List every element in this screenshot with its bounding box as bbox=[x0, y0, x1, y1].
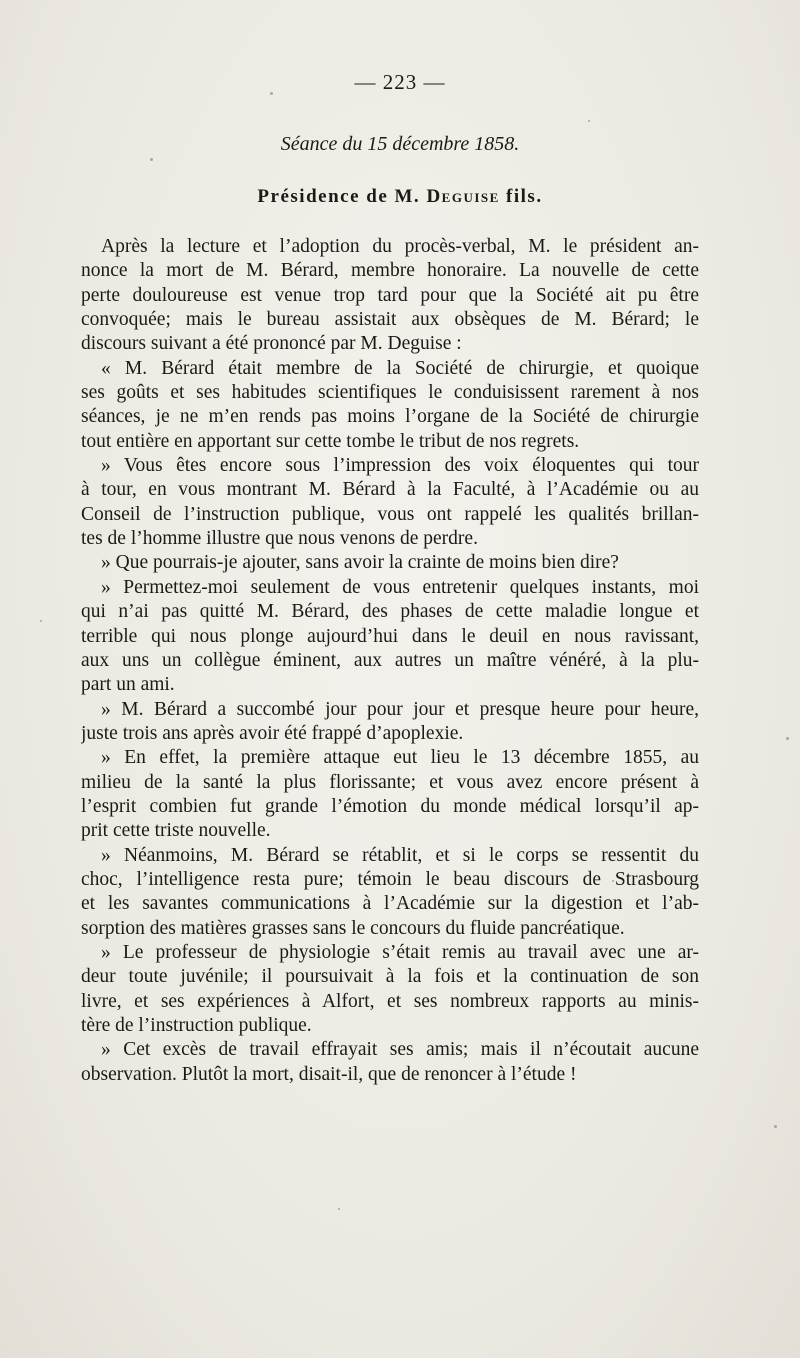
text-line: aux uns un collègue éminent, aux autres un maître vénéré, à la plu- bbox=[81, 649, 699, 671]
text-line: Conseil de l’instruction publique, vous ont rappelé les qualités brillan- bbox=[81, 503, 699, 525]
presidency-suffix: fils. bbox=[499, 186, 543, 207]
text-line: tout entière en apportant sur cette tombe le tribut de nos regrets. bbox=[81, 430, 580, 452]
text-line: discours suivant a été prononcé par M. Deguise : bbox=[81, 333, 462, 355]
presidency-heading bbox=[0, 186, 800, 208]
text-line: ses goûts et ses habitudes scientifiques le conduisissent rarement à nos bbox=[81, 382, 699, 404]
text-line: à tour, en vous montrant M. Bérard à la Faculté, à l’Académie ou au bbox=[81, 479, 699, 501]
text-line: séances, je ne m’en rends pas moins l’organe de la Société de chirurgie bbox=[81, 406, 699, 428]
text-line: terrible qui nous plonge aujourd’hui dans le deuil en nous ravissant, bbox=[81, 625, 699, 647]
text-line: part un ami. bbox=[81, 674, 175, 696]
session-title: Séance du 15 décembre 1858. bbox=[280, 133, 520, 155]
paragraph bbox=[81, 746, 699, 843]
text-line: deur toute juvénile; il poursuivait à la fois et la continuation de son bbox=[81, 966, 699, 988]
paragraph bbox=[81, 941, 699, 1038]
text-line: » En effet, la première attaque eut lieu le 13 décembre 1855, au bbox=[101, 747, 699, 769]
paragraph bbox=[81, 551, 699, 575]
text-line: » Cet excès de travail effrayait ses amis; mais il n’écoutait aucune bbox=[101, 1039, 699, 1061]
page-number: — 223 — bbox=[354, 70, 446, 94]
text-line: prit cette triste nouvelle. bbox=[81, 820, 271, 842]
text-line: livre, et ses expériences à Alfort, et ses nombreux rapports au minis- bbox=[81, 990, 699, 1012]
paragraph bbox=[81, 1038, 699, 1087]
text-line: qui n’ai pas quitté M. Bérard, des phases de cette maladie longue et bbox=[81, 601, 699, 623]
text-line: « M. Bérard était membre de la Société de chirurgie, et quoique bbox=[101, 357, 699, 379]
text-line: » Que pourrais-je ajouter, sans avoir la crainte de moins bien dire? bbox=[101, 552, 619, 574]
president-name: Deguise bbox=[426, 186, 500, 207]
text-line: choc, l’intelligence resta pure; témoin le beau discours de Strasbourg bbox=[81, 868, 699, 890]
paragraph bbox=[81, 698, 699, 747]
text-line: sorption des matières grasses sans le concours du fluide pancréatique. bbox=[81, 917, 625, 939]
text-line: » Le professeur de physiologie s’était remis au travail avec une ar- bbox=[101, 941, 699, 963]
body-text bbox=[81, 235, 699, 1087]
text-line: » Vous êtes encore sous l’impression des voix éloquentes qui tour bbox=[101, 455, 699, 477]
paragraph bbox=[81, 844, 699, 941]
text-line: juste trois ans après avoir été frappé d’apoplexie. bbox=[81, 722, 464, 744]
text-line: convoquée; mais le bureau assistait aux obsèques de M. Bérard; le bbox=[81, 309, 699, 331]
text-line: » Néanmoins, M. Bérard se rétablit, et si le corps se ressentit du bbox=[101, 844, 699, 866]
text-line: milieu de la santé la plus florissante; et vous avez encore présent à bbox=[81, 771, 699, 793]
text-line: et les savantes communications à l’Académie sur la digestion et l’ab- bbox=[81, 893, 699, 915]
text-line: tes de l’homme illustre que nous venons de perdre. bbox=[81, 528, 478, 550]
text-line: l’esprit combien fut grande l’émotion du monde médical lorsqu’il ap- bbox=[81, 795, 699, 817]
text-line: Après la lecture et l’adoption du procès-verbal, M. le président an- bbox=[101, 236, 699, 257]
text-line: observation. Plutôt la mort, disait-il, que de renoncer à l’étude ! bbox=[81, 1063, 577, 1085]
text-line: » Permettez-moi seulement de vous entretenir quelques instants, moi bbox=[101, 576, 699, 598]
text-line: perte douloureuse est venue trop tard pour que la Société ait pu être bbox=[81, 284, 699, 306]
text-line: tère de l’instruction publique. bbox=[81, 1015, 312, 1036]
text-line: » M. Bérard a succombé jour pour jour et presque heure pour heure, bbox=[101, 698, 699, 720]
text-line: nonce la mort de M. Bérard, membre honoraire. La nouvelle de cette bbox=[81, 260, 699, 282]
paragraph bbox=[81, 357, 699, 454]
paragraph bbox=[81, 235, 699, 357]
presidency-prefix: Présidence de M. bbox=[257, 186, 427, 207]
paragraph bbox=[81, 454, 699, 551]
paragraph bbox=[81, 576, 699, 698]
